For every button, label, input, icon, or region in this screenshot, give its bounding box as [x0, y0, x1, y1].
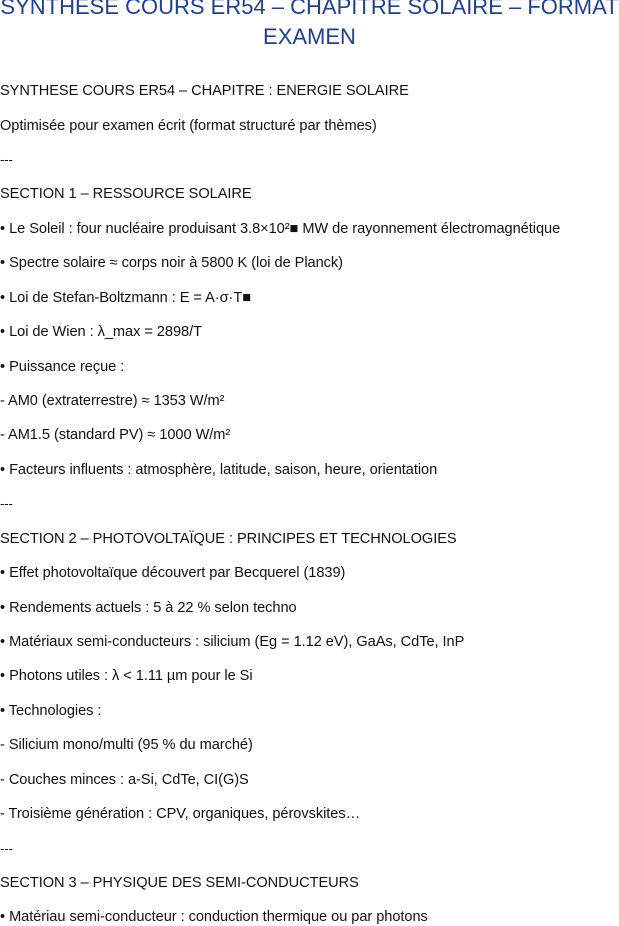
- document-title-line-1: SYNTHESE COURS ER54 – CHAPITRE SOLAIRE – FORMAT: [0, 0, 619, 19]
- section-3-heading: SECTION 3 – PHYSIQUE DES SEMI-CONDUCTEURS: [0, 875, 359, 891]
- doc-subtitle: Optimisée pour examen écrit (format structuré par thèmes): [0, 118, 377, 134]
- list-item: • Matériau semi-conducteur : conduction thermique ou par photons: [0, 909, 428, 925]
- sub-list-item: - Silicium mono/multi (95 % du marché): [0, 737, 253, 753]
- separator: ---: [0, 841, 13, 856]
- document-title-line-2: EXAMEN: [263, 24, 356, 49]
- list-item: • Matériaux semi-conducteurs : silicium (Eg = 1.12 eV), GaAs, CdTe, InP: [0, 634, 465, 650]
- list-item: • Loi de Wien : λ_max = 2898/T: [0, 324, 202, 340]
- list-item: • Le Soleil : four nucléaire produisant 3.8×10²■ MW de rayonnement électromagnétique: [0, 221, 561, 237]
- sub-list-item: - AM1.5 (standard PV) ≈ 1000 W/m²: [0, 427, 231, 443]
- list-item: • Rendements actuels : 5 à 22 % selon techno: [0, 600, 297, 616]
- separator: ---: [0, 496, 13, 511]
- list-item: • Effet photovoltaïque découvert par Becquerel (1839): [0, 565, 346, 581]
- document-title: [0, 0, 619, 52]
- list-item: • Technologies :: [0, 703, 102, 719]
- section-1-heading: SECTION 1 – RESSOURCE SOLAIRE: [0, 186, 252, 202]
- section-2-heading: SECTION 2 – PHOTOVOLTAÏQUE : PRINCIPES ET TECHNOLOGIES: [0, 531, 457, 547]
- sub-list-item: - Troisième génération : CPV, organiques, pérovskites…: [0, 806, 361, 822]
- list-item: • Spectre solaire ≈ corps noir à 5800 K (loi de Planck): [0, 255, 343, 271]
- separator: ---: [0, 152, 13, 167]
- list-item: • Photons utiles : λ < 1.11 µm pour le Si: [0, 668, 253, 684]
- doc-heading: SYNTHESE COURS ER54 – CHAPITRE : ENERGIE SOLAIRE: [0, 83, 409, 99]
- list-item: • Loi de Stefan-Boltzmann : E = A·σ·T■: [0, 290, 251, 306]
- sub-list-item: - Couches minces : a-Si, CdTe, CI(G)S: [0, 772, 249, 788]
- sub-list-item: - AM0 (extraterrestre) ≈ 1353 W/m²: [0, 393, 225, 409]
- list-item: • Facteurs influents : atmosphère, latitude, saison, heure, orientation: [0, 462, 438, 478]
- list-item: • Puissance reçue :: [0, 359, 125, 375]
